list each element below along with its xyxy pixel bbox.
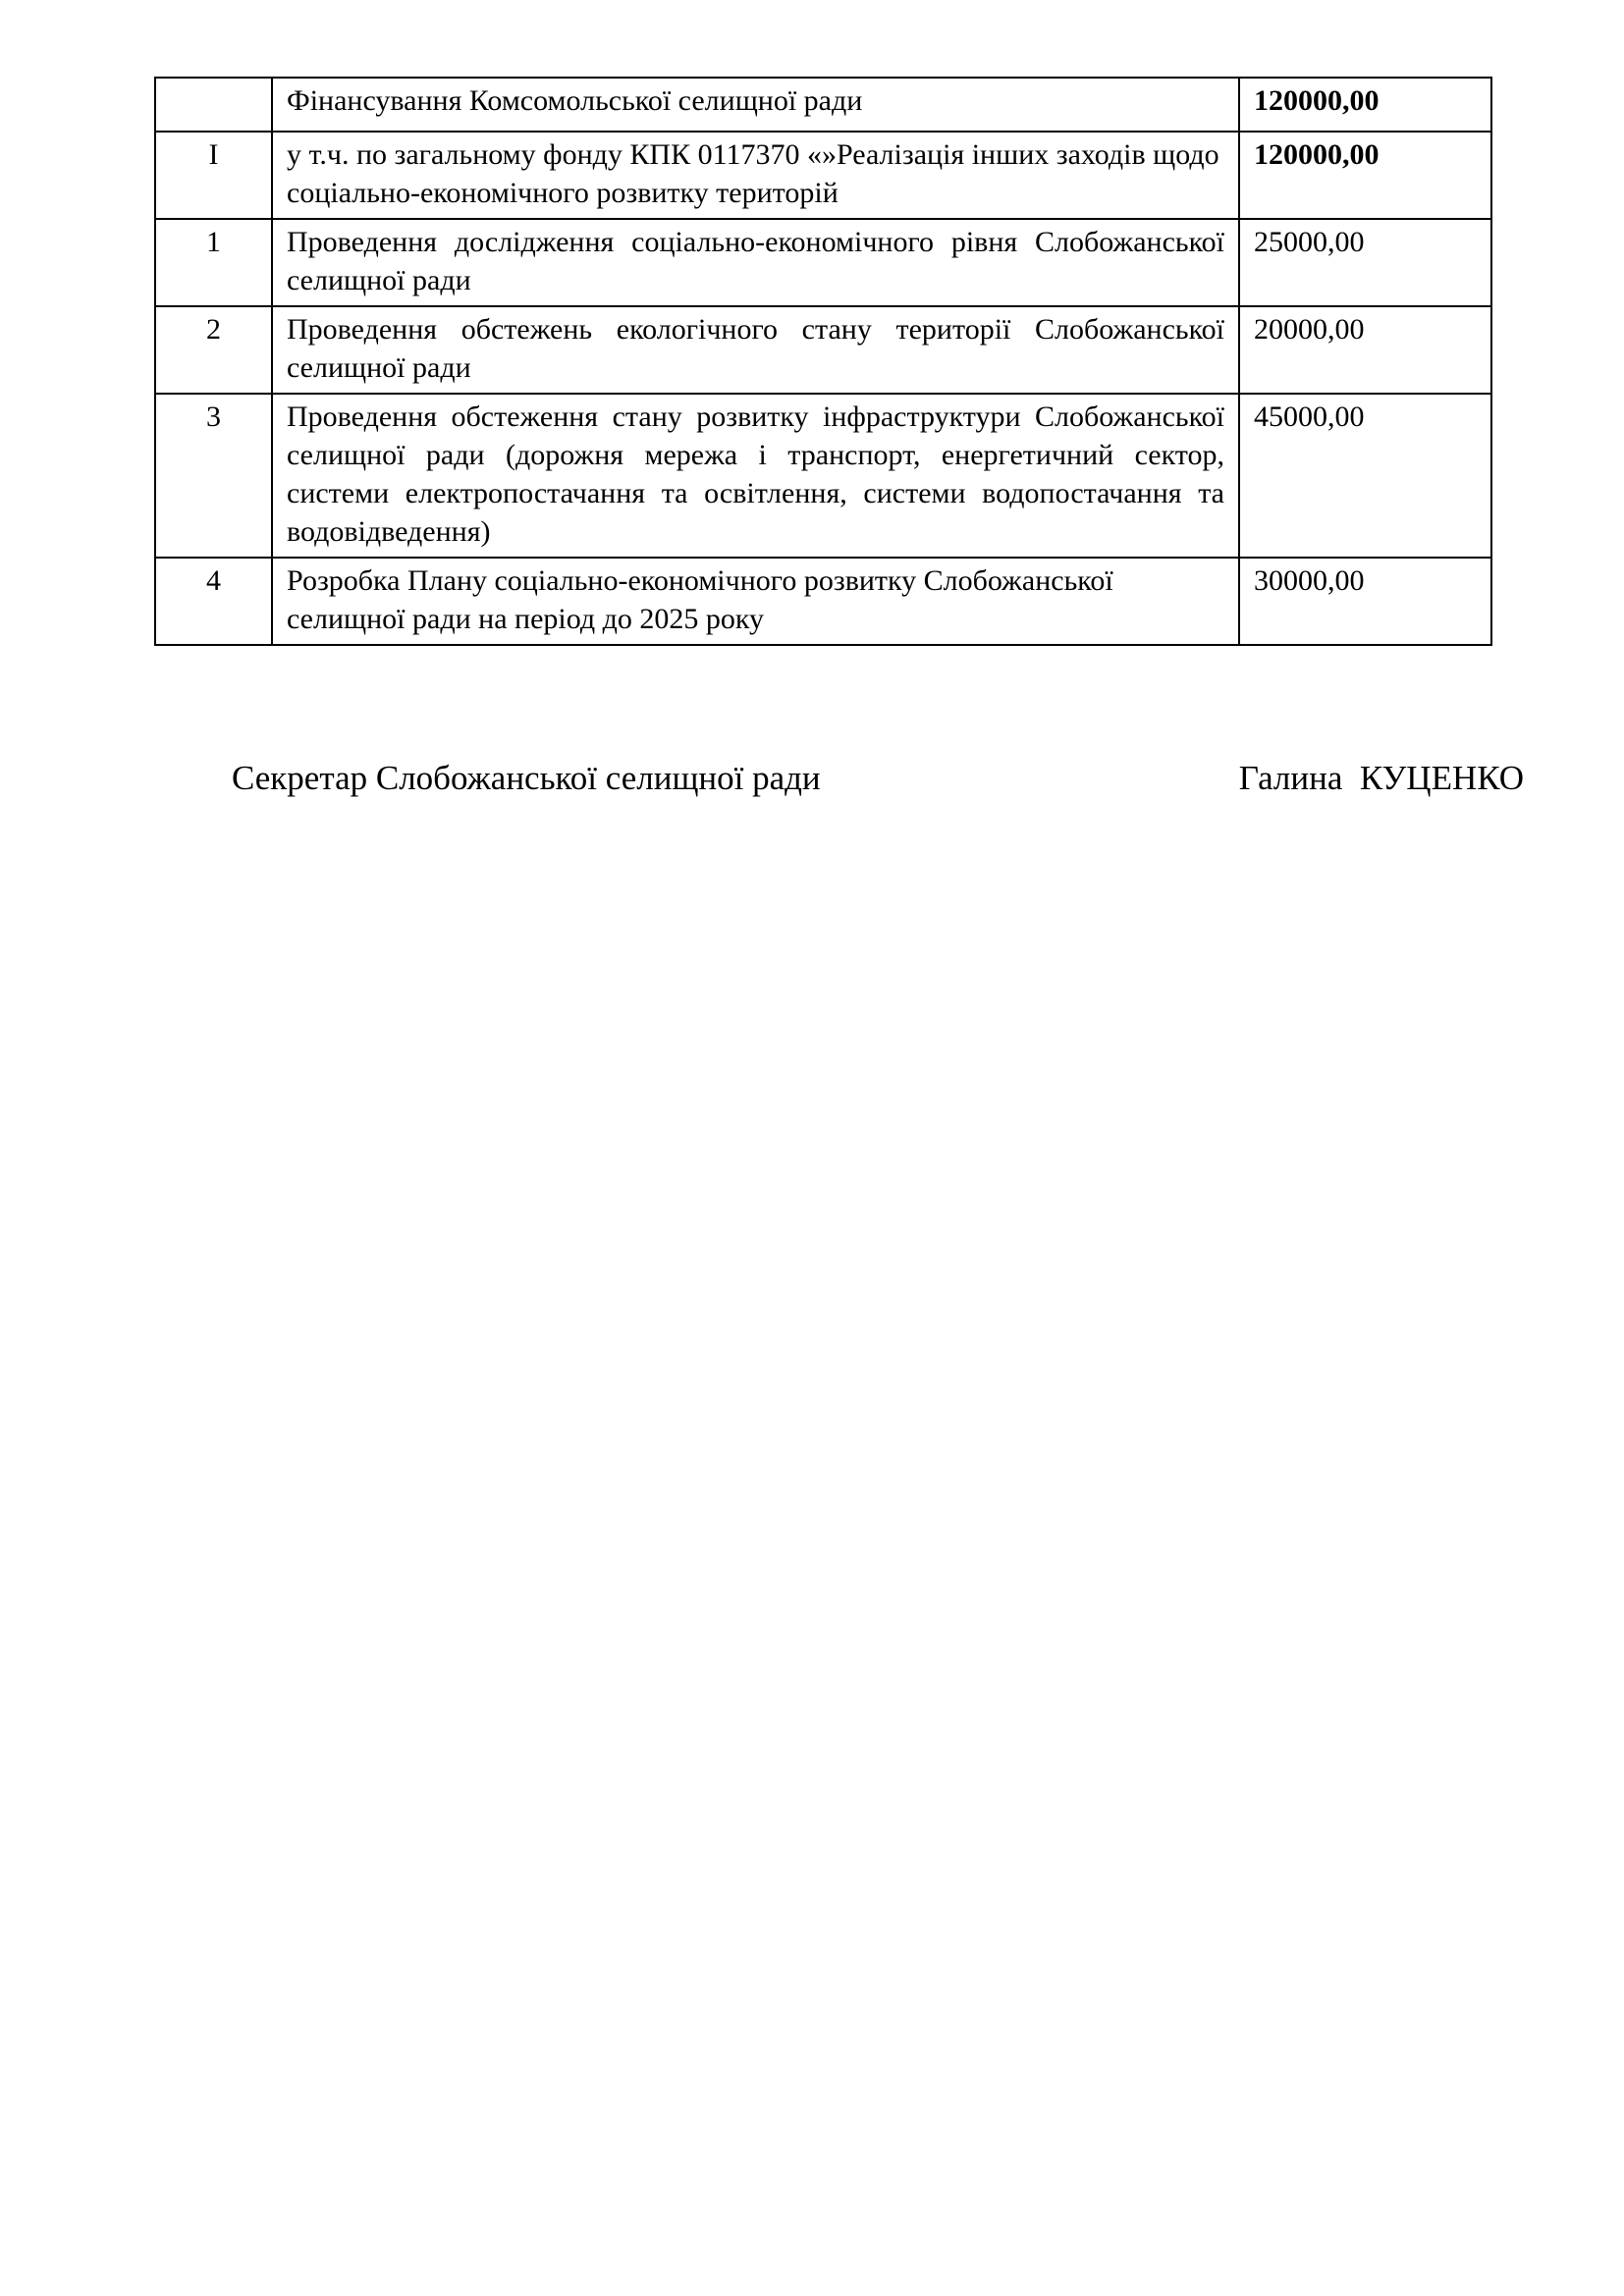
row-number-cell: I bbox=[155, 132, 272, 219]
table-row bbox=[155, 78, 1491, 132]
table-row bbox=[155, 394, 1491, 558]
row-number-cell: 3 bbox=[155, 394, 272, 558]
row-description-cell: Проведення дослідження соціально-економічного рівня Слобожанської селищної ради bbox=[272, 219, 1239, 306]
table-row bbox=[155, 219, 1491, 306]
row-amount-cell: 30000,00 bbox=[1239, 558, 1491, 645]
table-row bbox=[155, 306, 1491, 394]
row-amount-cell: 45000,00 bbox=[1239, 394, 1491, 558]
row-number-cell bbox=[155, 78, 272, 132]
table-row bbox=[155, 132, 1491, 219]
row-description-cell: Проведення обстежень екологічного стану території Слобожанської селищної ради bbox=[272, 306, 1239, 394]
row-description-cell: Розробка Плану соціально-економічного розвитку Слобожанської селищної ради на період до 2025 року bbox=[272, 558, 1239, 645]
row-amount-cell: 120000,00 bbox=[1239, 78, 1491, 132]
signatory-name: Галина КУЦЕНКО bbox=[1238, 759, 1524, 797]
budget-table bbox=[154, 77, 1492, 646]
row-amount-cell: 25000,00 bbox=[1239, 219, 1491, 306]
row-amount-cell: 20000,00 bbox=[1239, 306, 1491, 394]
row-description-cell: Фінансування Комсомольської селищної ради bbox=[272, 78, 1239, 132]
row-description-cell: Проведення обстеження стану розвитку інфраструктури Слобожанської селищної ради (дорожня мережа і транспорт, енергетичний сектор, системи електропостачання та освітлення, системи водопостачання та водовідведення) bbox=[272, 394, 1239, 558]
row-number-cell: 4 bbox=[155, 558, 272, 645]
row-amount-cell: 120000,00 bbox=[1239, 132, 1491, 219]
row-number-cell: 2 bbox=[155, 306, 272, 394]
signatory-position: Секретар Слобожанської селищної ради bbox=[232, 759, 821, 797]
row-number-cell: 1 bbox=[155, 219, 272, 306]
table-row bbox=[155, 558, 1491, 645]
row-description-cell: у т.ч. по загальному фонду КПК 0117370 «»Реалізація інших заходів щодо соціально-економічного розвитку територій bbox=[272, 132, 1239, 219]
